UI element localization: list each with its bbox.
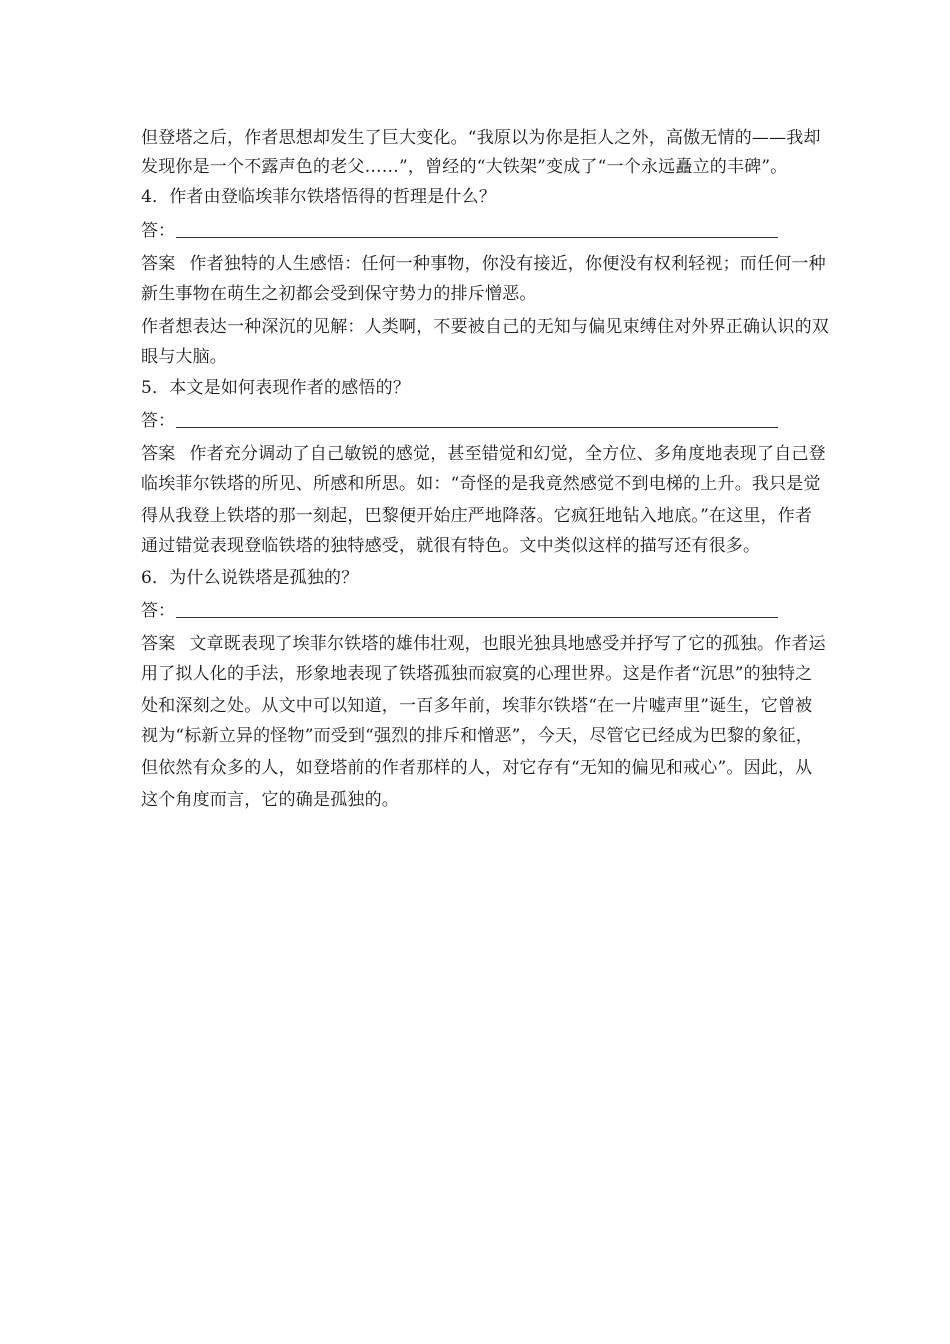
intro-line-2: 发现你是一个不露声色的老父……”，曾经的“大铁架”变成了“一个永远矗立的丰碑”。 (141, 157, 788, 177)
answer-4-line-1: 答案 作者独特的人生感悟：任何一种事物，你没有接近，你便没有权利轻视；而任何一种 (141, 254, 826, 274)
answer-blank-5[interactable] (176, 427, 778, 428)
answer-5-line-3: 得从我登上铁塔的那一刻起，巴黎便开始庄严地降落。它疯狂地钻入地底。”在这里，作者 (141, 506, 813, 526)
answer-prompt-6: 答： (141, 601, 175, 621)
answer-6-line-5: 但依然有众多的人，如登塔前的作者那样的人，对它存有“无知的偏见和戒心”。因此，从 (141, 758, 813, 778)
answer-prompt-5: 答： (141, 411, 175, 431)
answer-6-line-2: 用了拟人化的手法，形象地表现了铁塔孤独而寂寞的心理世界。这是作者“沉思”的独特之 (141, 664, 813, 684)
answer-prompt-4: 答： (141, 221, 175, 241)
question-5: 5．本文是如何表现作者的感悟的？ (141, 378, 411, 398)
answer-6-line-6: 这个角度而言，它的确是孤独的。 (141, 790, 399, 810)
answer-label-5: 答案 (141, 444, 176, 464)
answer-6-line-1: 答案 文章既表现了埃菲尔铁塔的雄伟壮观，也眼光独具地感受并抒写了它的孤独。作者运 (141, 634, 826, 654)
answer-4-line-3: 作者想表达一种深沉的见解：人类啊，不要被自己的无知与偏见束缚住对外界正确认识的双 (141, 317, 829, 337)
answer-blank-4[interactable] (176, 237, 778, 238)
answer-5-line-2: 临埃菲尔铁塔的所见、所感和所思。如：“奇怪的是我竟然感觉不到电梯的上升。我只是觉 (141, 474, 821, 494)
answer-label-4: 答案 (141, 254, 176, 274)
answer-6-line-3: 处和深刻之处。从文中可以知道，一百多年前，埃菲尔铁塔“在一片嘘声里”诞生，它曾被 (141, 696, 813, 716)
answer-blank-6[interactable] (176, 617, 778, 618)
answer-label-6: 答案 (141, 634, 176, 654)
answer-6-line-4: 视为“标新立异的怪物”而受到“强烈的排斥和憎恶”，今天，尽管它已经成为巴黎的象征， (141, 726, 813, 746)
answer-4-line-4: 眼与大脑。 (141, 347, 227, 367)
answer-5-line-4: 通过错觉表现登临铁塔的独特感受，就很有特色。文中类似这样的描写还有很多。 (141, 536, 761, 556)
question-4: 4．作者由登临埃菲尔铁塔悟得的哲理是什么？ (141, 187, 497, 207)
question-6: 6．为什么说铁塔是孤独的？ (141, 568, 359, 588)
intro-line-1: 但登塔之后，作者思想却发生了巨大变化。“我原以为你是拒人之外，高傲无情的——我却 (141, 128, 821, 148)
answer-5-line-1: 答案 作者充分调动了自己敏锐的感觉，甚至错觉和幻觉，全方位、多角度地表现了自己登 (141, 444, 826, 464)
answer-4-line-2: 新生事物在萌生之初都会受到保守势力的排斥憎恶。 (141, 284, 537, 304)
